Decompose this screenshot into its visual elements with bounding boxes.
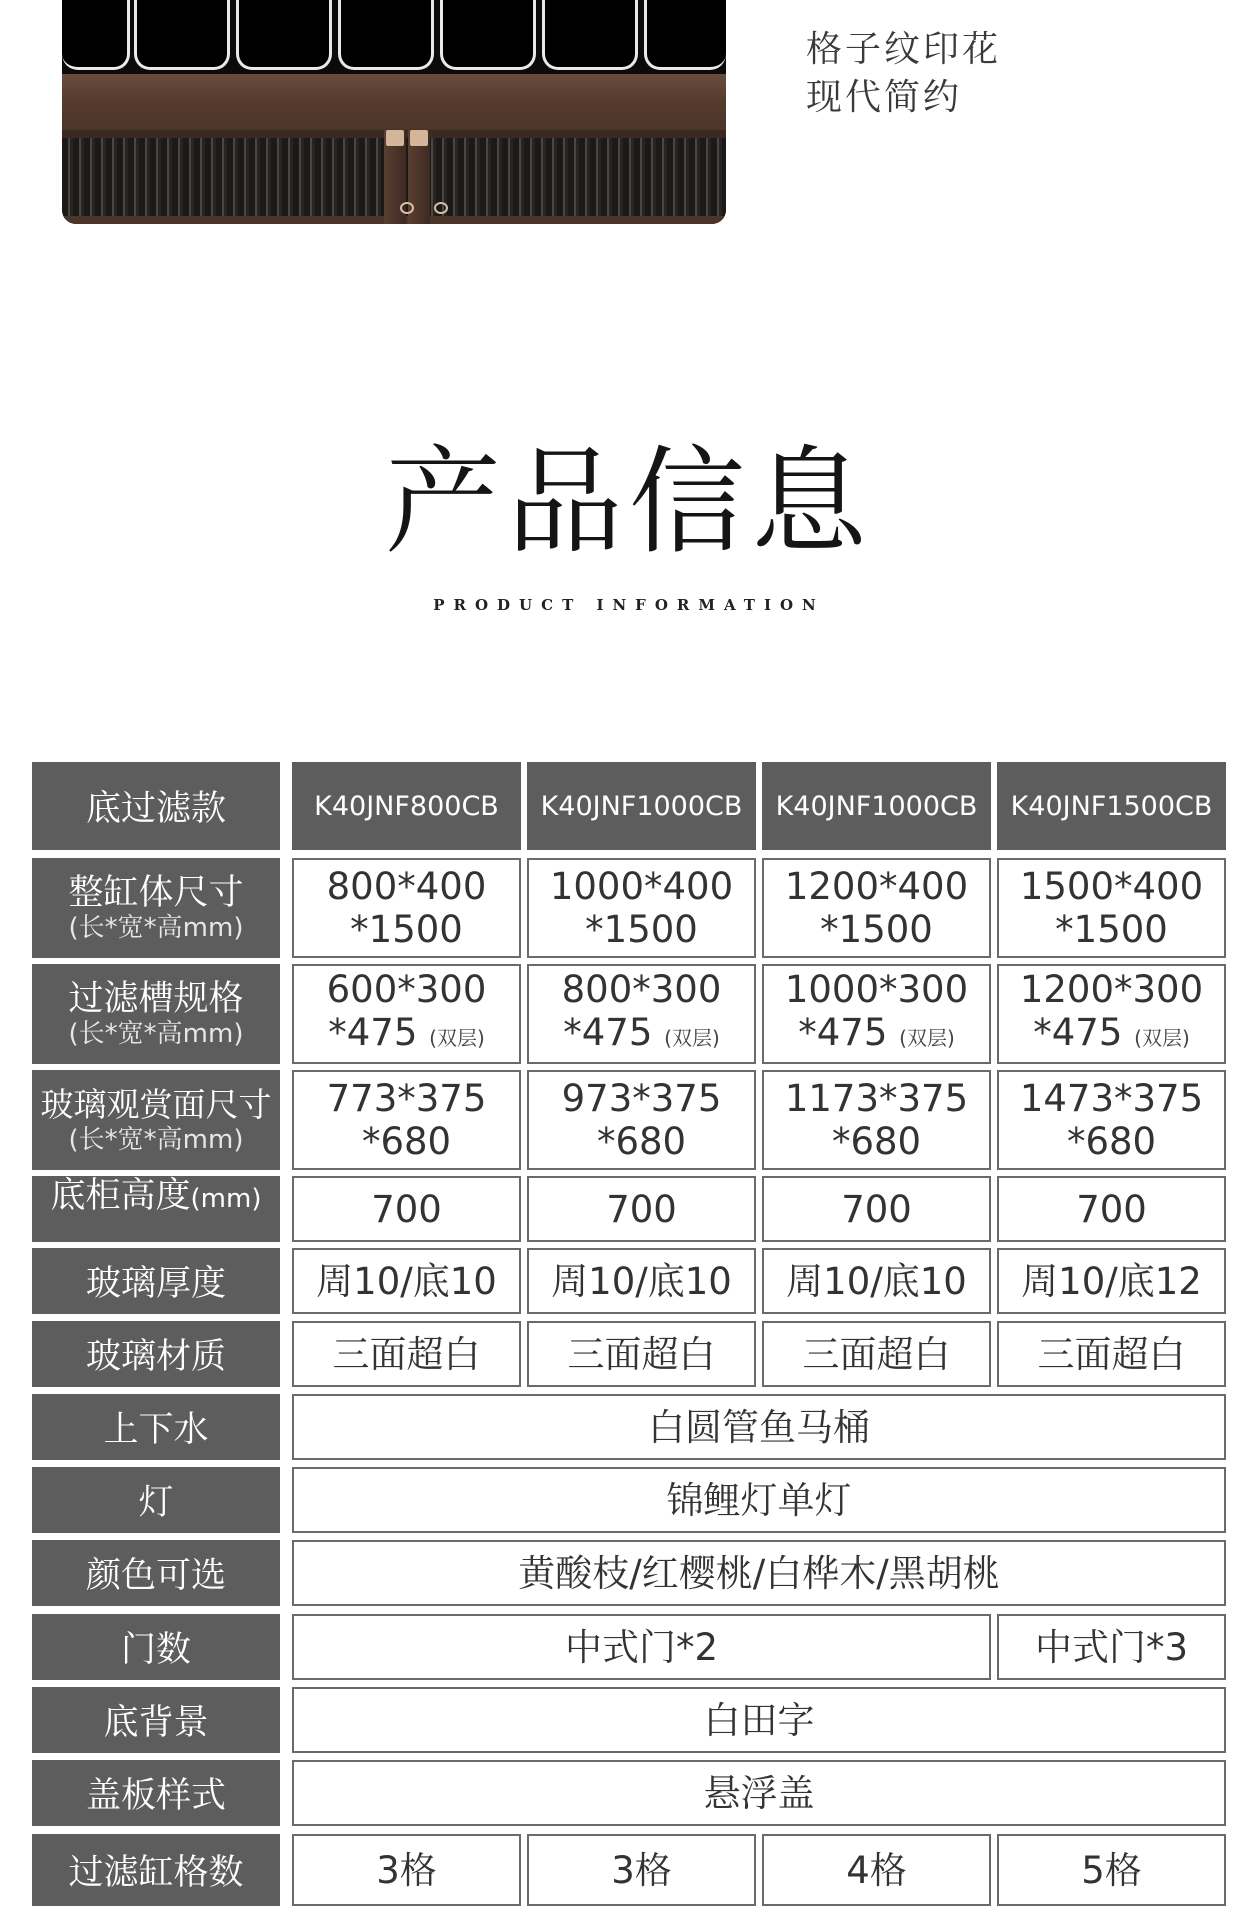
cell-line: 773*375	[326, 1077, 487, 1120]
table-cell	[292, 964, 521, 1064]
row-label-text: 整缸体尺寸	[68, 873, 244, 913]
cell-line: 1000*300	[784, 968, 969, 1011]
table-header-label: 底过滤款	[32, 762, 280, 850]
table-cell: 4格	[762, 1834, 991, 1906]
cell-line: *1500	[1055, 908, 1168, 951]
cabinet-product-image	[62, 0, 726, 224]
table-cell: 周10/底10	[292, 1248, 521, 1314]
table-cell	[997, 964, 1226, 1064]
cell-line: *680	[361, 1120, 452, 1163]
row-sublabel: (长*宽*高mm)	[68, 1125, 244, 1155]
row-sublabel: (长*宽*高mm)	[68, 913, 244, 943]
row-label: 门数	[32, 1614, 280, 1680]
cell-note: (双层)	[664, 1026, 720, 1050]
cell-line: 973*375	[561, 1077, 722, 1120]
cell-line: *475	[563, 1011, 653, 1054]
cell-line: 800*400	[326, 865, 487, 908]
cell-line: 1500*400	[1019, 865, 1204, 908]
cell-note: (双层)	[429, 1026, 485, 1050]
row-label: 颜色可选	[32, 1540, 280, 1606]
tagline-line-2: 现代简约	[806, 77, 963, 118]
cell-line: 1473*375	[1019, 1077, 1204, 1120]
model-header: K40JNF800CB	[292, 762, 521, 850]
table-cell-span: 锦鲤灯单灯	[292, 1467, 1226, 1533]
table-cell: 中式门*2	[292, 1614, 991, 1680]
cell-note: (双层)	[1134, 1026, 1190, 1050]
cell-line: 800*300	[561, 968, 722, 1011]
row-label: 底背景	[32, 1687, 280, 1753]
row-label-text: 底柜高度	[50, 1176, 191, 1216]
row-label: 玻璃厚度	[32, 1248, 280, 1314]
section-subtitle: PRODUCT INFORMATION	[433, 596, 825, 614]
table-cell	[292, 858, 521, 958]
table-cell: 三面超白	[997, 1321, 1226, 1387]
table-cell: 5格	[997, 1834, 1226, 1906]
cell-line: 1173*375	[784, 1077, 969, 1120]
table-cell-span: 黄酸枝/红樱桃/白桦木/黑胡桃	[292, 1540, 1226, 1606]
tagline-line-1: 格子纹印花	[806, 29, 1002, 70]
table-cell-span: 悬浮盖	[292, 1760, 1226, 1826]
cell-line: *475	[798, 1011, 888, 1054]
row-sublabel: (长*宽*高mm)	[68, 1019, 244, 1049]
row-label: 灯	[32, 1467, 280, 1533]
table-cell	[762, 858, 991, 958]
cell-line: 1200*300	[1019, 968, 1204, 1011]
cell-line: *680	[596, 1120, 687, 1163]
table-cell: 三面超白	[527, 1321, 756, 1387]
cell-note: (双层)	[899, 1026, 955, 1050]
table-cell	[527, 1070, 756, 1170]
cell-line: *680	[1066, 1120, 1157, 1163]
table-cell: 3格	[527, 1834, 756, 1906]
row-label	[32, 1176, 280, 1242]
table-cell	[997, 1070, 1226, 1170]
table-cell	[997, 858, 1226, 958]
row-label: 盖板样式	[32, 1760, 280, 1826]
table-cell	[527, 858, 756, 958]
table-cell	[762, 964, 991, 1064]
section-title: 产品信息	[385, 435, 873, 570]
cell-line: *475	[328, 1011, 418, 1054]
row-label: 过滤缸格数	[32, 1834, 280, 1906]
table-cell: 700	[762, 1176, 991, 1242]
table-cell-span: 白田字	[292, 1687, 1226, 1753]
table-cell: 700	[997, 1176, 1226, 1242]
row-label	[32, 964, 280, 1064]
table-cell	[762, 1070, 991, 1170]
cell-line: *1500	[350, 908, 463, 951]
table-cell: 三面超白	[292, 1321, 521, 1387]
row-label	[32, 858, 280, 958]
model-header: K40JNF1000CB	[762, 762, 991, 850]
table-cell: 三面超白	[762, 1321, 991, 1387]
cell-line: 600*300	[326, 968, 487, 1011]
row-label-text: 过滤槽规格	[68, 979, 244, 1019]
table-cell: 700	[527, 1176, 756, 1242]
table-cell: 700	[292, 1176, 521, 1242]
row-label-text: 玻璃观赏面尺寸	[40, 1085, 272, 1124]
cell-line: *475	[1033, 1011, 1123, 1054]
cell-line: 1200*400	[784, 865, 969, 908]
row-unit: (mm)	[190, 1184, 262, 1214]
cell-line: *1500	[820, 908, 933, 951]
model-header: K40JNF1500CB	[997, 762, 1226, 850]
table-cell: 3格	[292, 1834, 521, 1906]
table-cell: 中式门*3	[997, 1614, 1226, 1680]
cell-line: *1500	[585, 908, 698, 951]
row-label: 上下水	[32, 1394, 280, 1460]
model-header: K40JNF1000CB	[527, 762, 756, 850]
product-tagline	[806, 26, 1001, 122]
table-cell: 周10/底10	[762, 1248, 991, 1314]
table-cell	[292, 1070, 521, 1170]
table-cell	[527, 964, 756, 1064]
table-cell-span: 白圆管鱼马桶	[292, 1394, 1226, 1460]
cell-line: *680	[831, 1120, 922, 1163]
row-label: 玻璃材质	[32, 1321, 280, 1387]
cell-line: 1000*400	[549, 865, 734, 908]
table-cell: 周10/底12	[997, 1248, 1226, 1314]
table-cell: 周10/底10	[527, 1248, 756, 1314]
row-label	[32, 1070, 280, 1170]
